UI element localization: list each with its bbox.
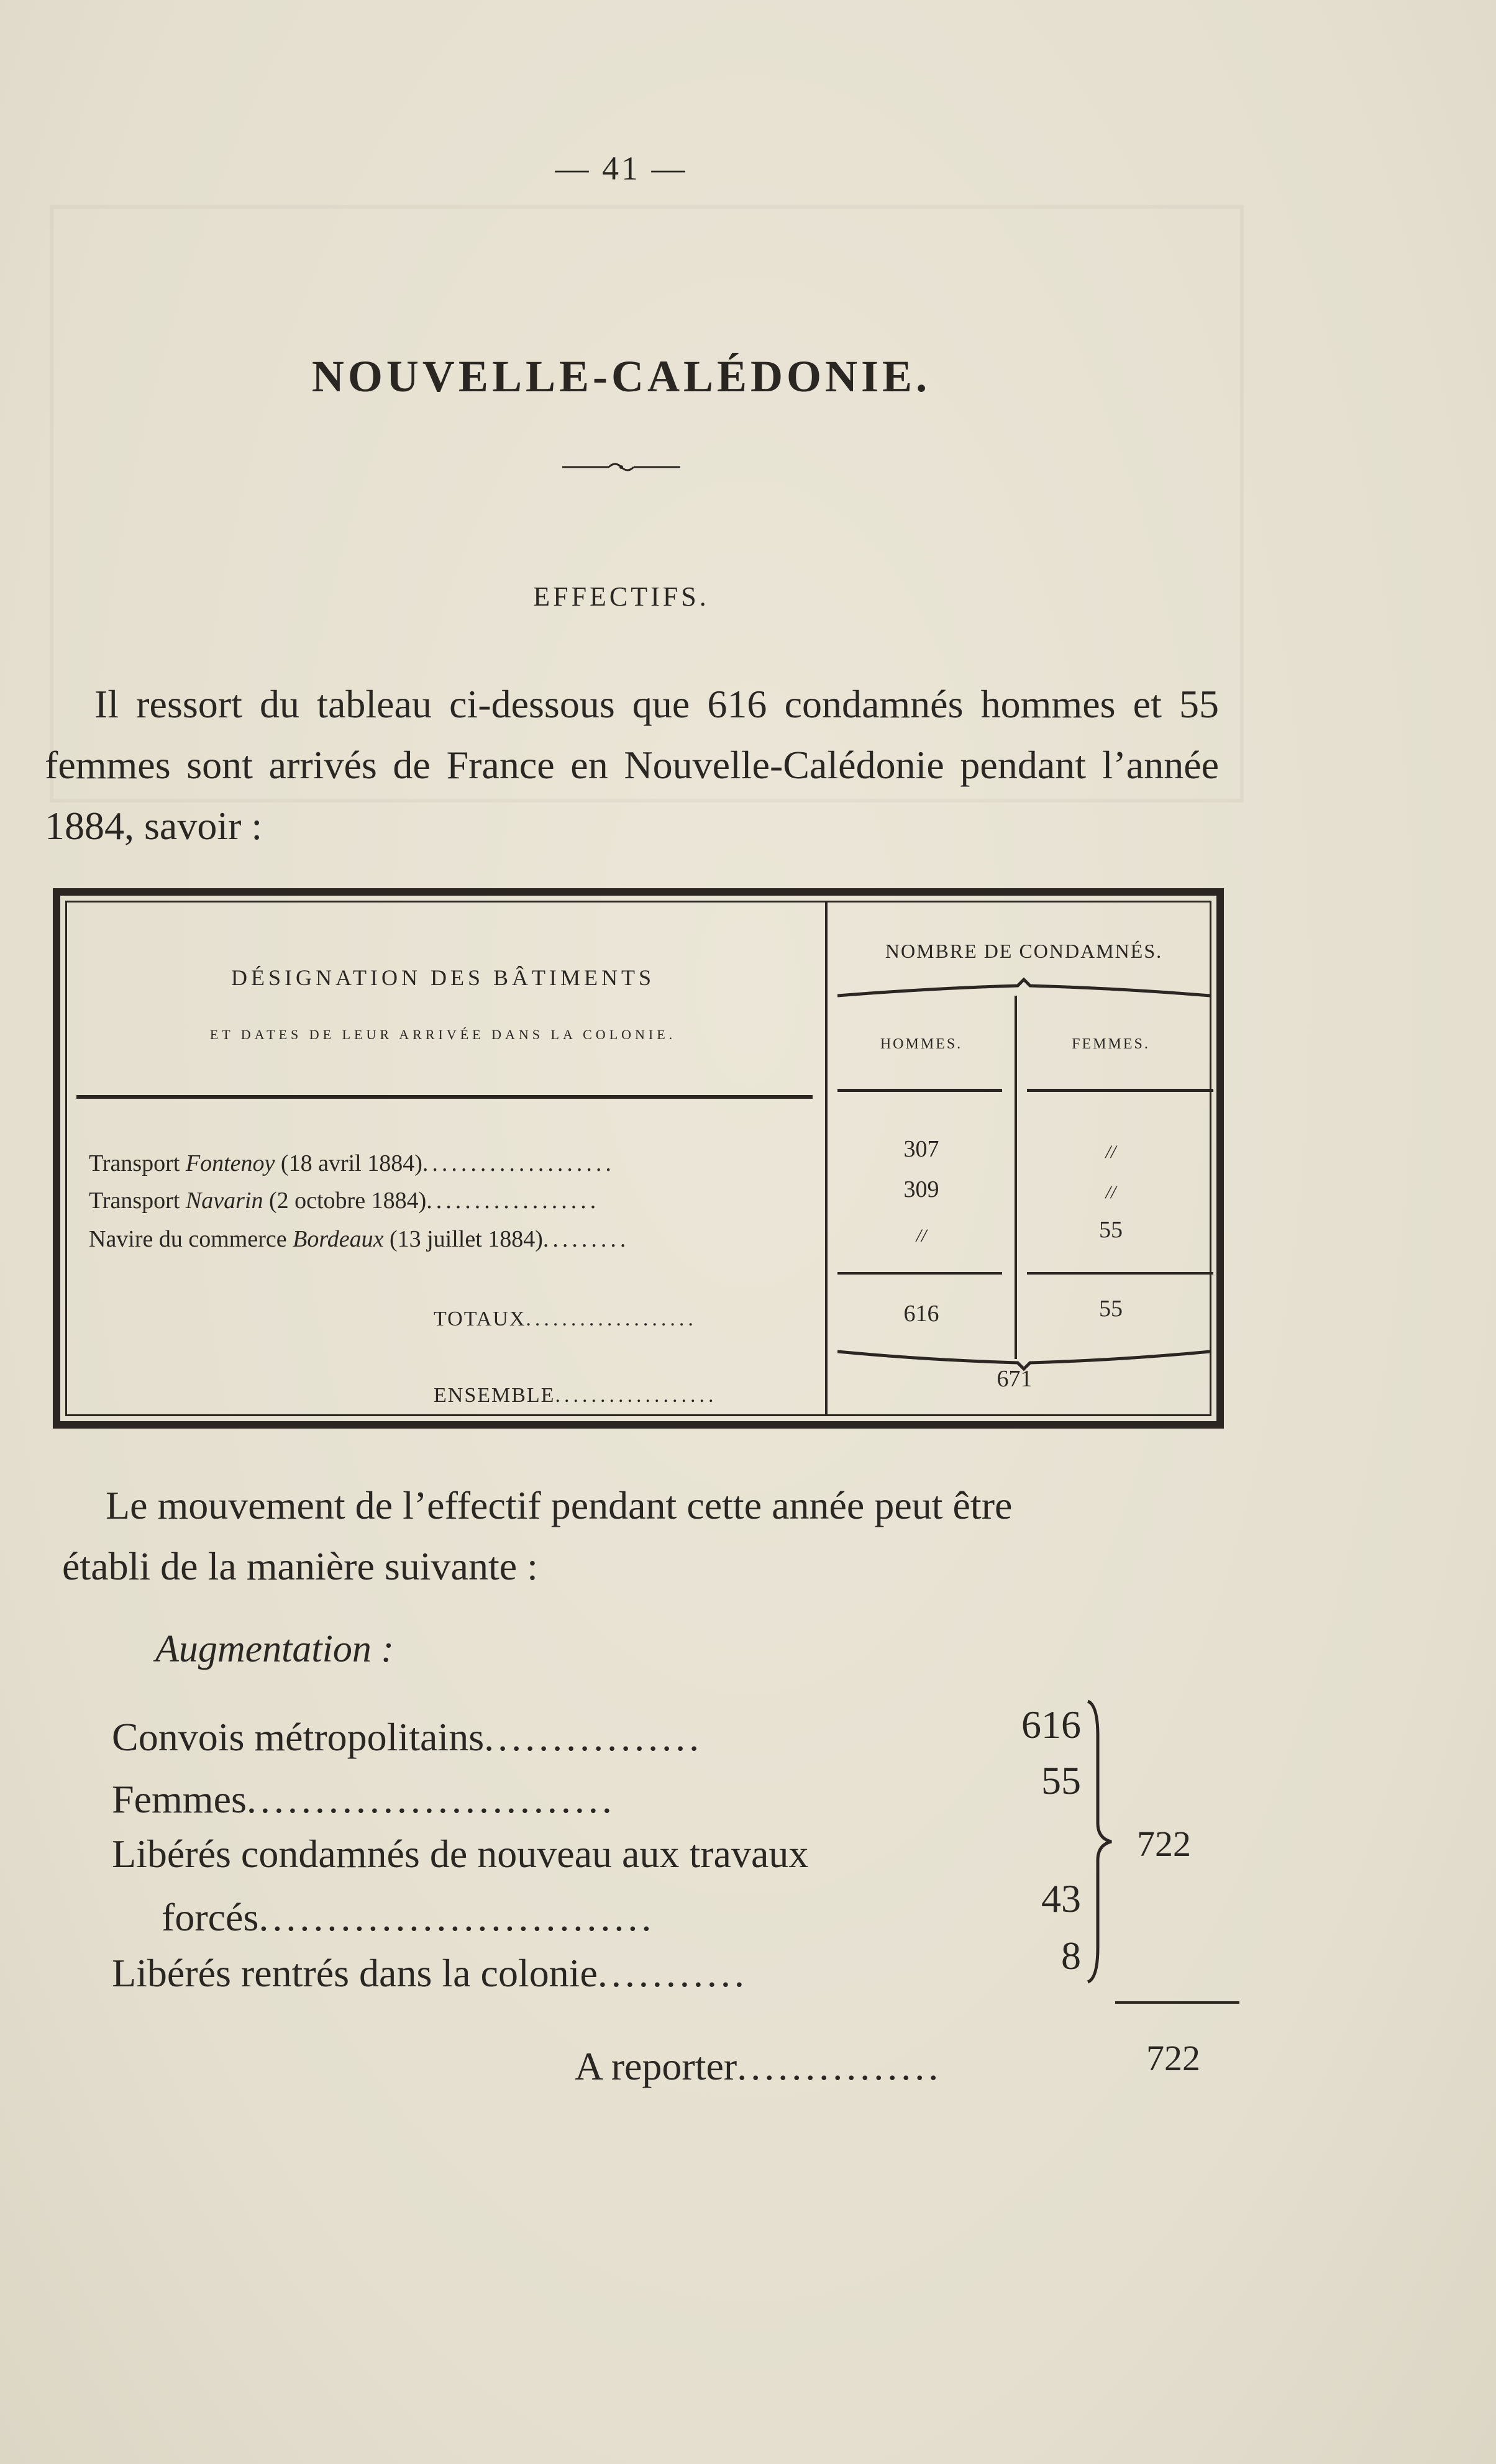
ship-name: Fontenoy <box>185 1150 275 1176</box>
table-inner-frame <box>65 901 1211 1416</box>
cell-femmes: // <box>1105 1142 1116 1162</box>
movement-item <box>112 1776 1069 1822</box>
row-date: (13 juillet 1884) <box>383 1226 543 1252</box>
movement-value: 43 <box>1041 1876 1081 1921</box>
header-designation: DÉSIGNATION DES BÂTIMENTS <box>231 965 655 990</box>
header-rule <box>76 1095 813 1099</box>
header-femmes: FEMMES. <box>1072 1036 1150 1052</box>
report-line <box>575 2043 942 2089</box>
intro-paragraph: Il ressort du tableau ci-dessous que 616 condamnés hommes et 55 femmes sont arrivés de France en Nouvelle-Calédonie pendant l’année 1884, savoir : <box>45 682 1219 848</box>
report-label: A reporter <box>575 2044 737 2088</box>
table-row <box>89 1150 822 1177</box>
table-row <box>89 1187 822 1214</box>
row-prefix: Transport <box>89 1150 186 1176</box>
convicts-table <box>53 888 1224 1429</box>
row-prefix: Navire du commerce <box>89 1226 293 1252</box>
subcolumn-divider <box>1015 996 1017 1359</box>
ensemble-label: ENSEMBLE <box>434 1384 555 1407</box>
movement-item <box>162 1894 1069 1940</box>
femmes-header-rule <box>1027 1089 1213 1092</box>
totals-rule-femmes <box>1027 1272 1213 1275</box>
movement-label: Femmes <box>112 1777 247 1821</box>
movement-item <box>112 1831 1069 1877</box>
leader-dots: ......... <box>542 1226 630 1252</box>
leader-dots: ........................... <box>246 1777 616 1821</box>
leader-dots: .................... <box>422 1150 615 1176</box>
cell-hommes: 309 <box>903 1176 939 1202</box>
column-divider <box>825 902 828 1414</box>
leader-dots: ........... <box>597 1951 748 1995</box>
table-row <box>89 1225 822 1253</box>
movement-paragraph-line1: Le mouvement de l’effectif pendant cette année peut être <box>106 1483 1013 1527</box>
movement-label: forcés <box>162 1895 259 1939</box>
summation-brace <box>1084 1699 1115 1984</box>
movement-item <box>112 1714 1069 1760</box>
augmentation-total: 722 <box>1137 1824 1191 1864</box>
sum-rule <box>1115 2001 1239 2004</box>
ship-name: Navarin <box>185 1188 263 1214</box>
leader-dots: ................... <box>526 1307 697 1330</box>
movement-item <box>112 1950 1069 1996</box>
movement-label: Libérés condamnés de nouveau aux travaux <box>112 1832 809 1876</box>
movement-paragraph-line2: établi de la manière suivante : <box>62 1544 538 1588</box>
row-date: (2 octobre 1884) <box>263 1188 427 1214</box>
movement-value: 8 <box>1061 1934 1081 1978</box>
movement-value: 616 <box>1021 1703 1081 1747</box>
header-dates: ET DATES DE LEUR ARRIVÉE DANS LA COLONIE. <box>209 1027 677 1042</box>
leader-dots: ............................. <box>258 1895 655 1939</box>
row-date: (18 avril 1884) <box>275 1150 422 1176</box>
ensemble-value: 671 <box>997 1366 1033 1392</box>
cell-femmes: 55 <box>1099 1217 1123 1243</box>
row-prefix: Transport <box>89 1188 186 1214</box>
leader-dots: .................. <box>426 1188 600 1214</box>
movement-value: 55 <box>1041 1758 1081 1803</box>
totaux-hommes: 616 <box>903 1301 939 1327</box>
movement-label: Libérés rentrés dans la colonie <box>112 1951 598 1995</box>
totaux-row <box>434 1307 697 1331</box>
leader-dots: ............... <box>737 2044 942 2088</box>
totals-rule-hommes <box>837 1272 1002 1275</box>
header-brace <box>837 977 1210 1002</box>
ensemble-row <box>434 1384 717 1407</box>
cell-femmes: // <box>1105 1182 1116 1202</box>
cell-hommes: // <box>916 1225 927 1246</box>
movement-paragraph <box>62 1475 1236 1597</box>
header-hommes: HOMMES. <box>880 1036 963 1052</box>
movement-label: Convois métropolitains <box>112 1715 485 1759</box>
report-value: 722 <box>1146 2038 1200 2078</box>
section-title: NOUVELLE-CALÉDONIE. <box>311 352 931 401</box>
hommes-header-rule <box>837 1089 1002 1092</box>
totaux-label: TOTAUX <box>434 1307 526 1330</box>
augmentation-heading: Augmentation : <box>155 1628 394 1670</box>
ship-name: Bordeaux <box>293 1226 384 1252</box>
header-nombre: NOMBRE DE CONDAMNÉS. <box>885 940 1163 962</box>
page-number: — 41 — <box>555 150 688 187</box>
section-subtitle: EFFECTIFS. <box>533 581 709 612</box>
cell-hommes: 307 <box>903 1136 939 1162</box>
ornament-divider <box>559 460 683 475</box>
totaux-femmes: 55 <box>1099 1296 1123 1322</box>
leader-dots: ................ <box>484 1715 703 1759</box>
leader-dots: .................. <box>555 1384 718 1407</box>
